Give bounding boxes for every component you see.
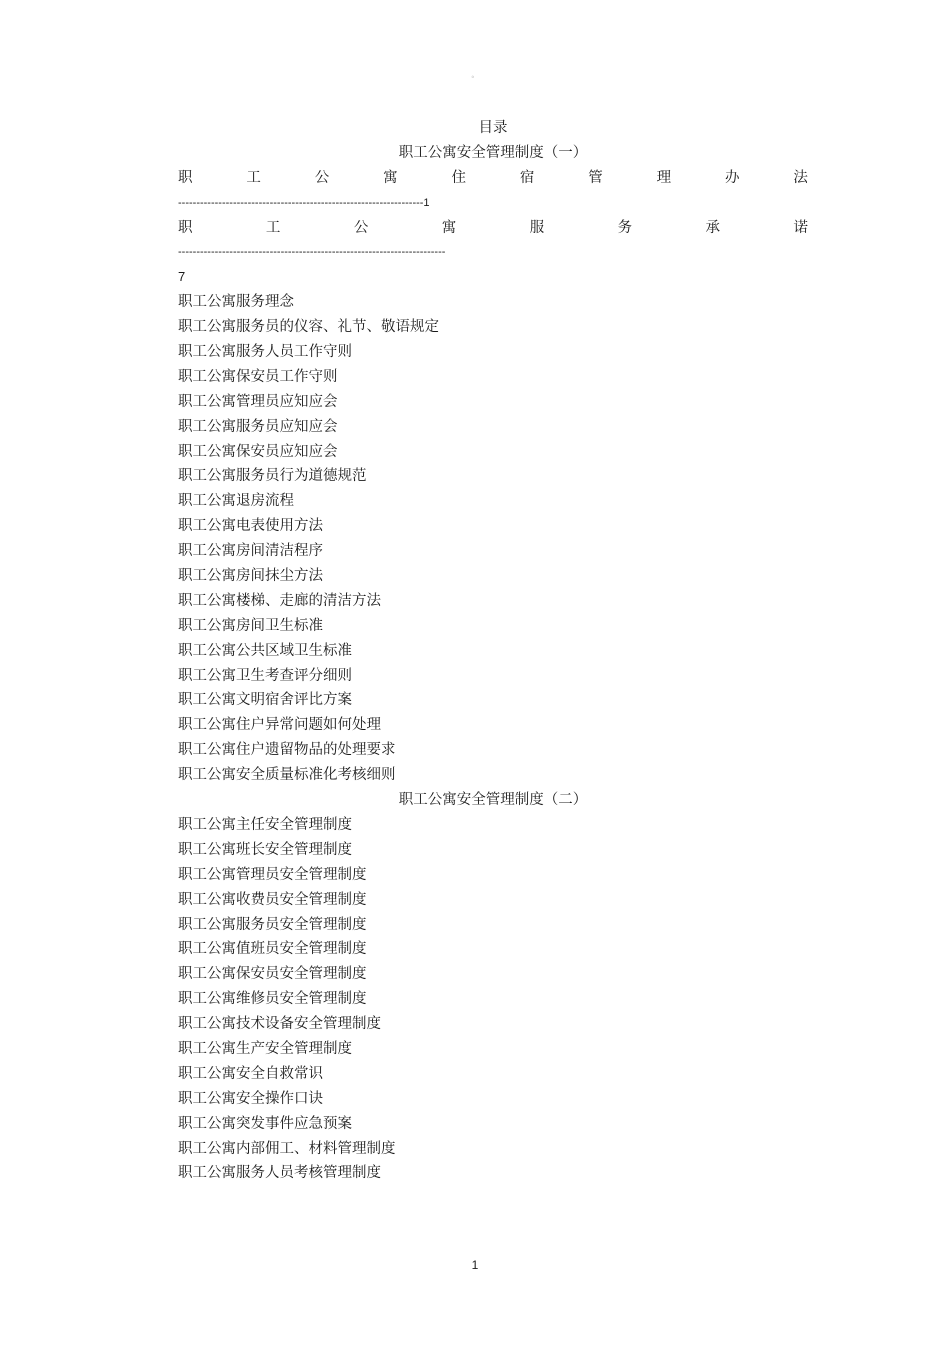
toc-item: 职工公寓内部佣工、材料管理制度: [178, 1140, 396, 1157]
table-of-contents: [178, 116, 808, 1186]
toc-leader-dots-2: -------------------------------------------------------------------------: [178, 246, 446, 259]
toc-item: 职工公寓住户异常问题如何处理: [178, 717, 381, 734]
page-number-footer: 1: [471, 1258, 479, 1272]
spread-char: 工: [246, 169, 261, 186]
spread-char: 职: [178, 219, 193, 236]
toc-item: 职工公寓房间抹尘方法: [178, 568, 323, 585]
toc-item: 职工公寓卫生考查评分细则: [178, 667, 352, 684]
toc-item: 职工公寓服务员安全管理制度: [178, 916, 367, 933]
toc-item: 职工公寓班长安全管理制度: [178, 841, 352, 858]
spread-char: 管: [588, 169, 603, 186]
toc-item: 职工公寓突发事件应急预案: [178, 1115, 352, 1132]
toc-item: 职工公寓服务员应知应会: [178, 418, 338, 435]
toc-item: 职工公寓生产安全管理制度: [178, 1040, 352, 1057]
spread-char: 宿: [519, 169, 535, 186]
header-mark: 。: [471, 71, 479, 79]
toc-entry-spread-2: [178, 216, 808, 241]
spread-char: 理: [656, 169, 672, 186]
spread-char: 办: [725, 169, 740, 186]
spread-char: 公: [353, 219, 369, 236]
toc-item: 职工公寓管理员安全管理制度: [178, 866, 367, 883]
toc-entry-spread-1: [178, 166, 808, 191]
toc-item: 职工公寓值班员安全管理制度: [178, 941, 367, 958]
toc-page-number: 7: [178, 269, 186, 285]
toc-item: 职工公寓文明宿舍评比方案: [178, 692, 352, 709]
spread-char: 诺: [793, 219, 808, 236]
toc-item: 职工公寓房间卫生标准: [178, 617, 323, 634]
toc-item: 职工公寓保安员工作守则: [178, 368, 338, 385]
spread-char: 住: [451, 169, 466, 186]
spread-char: 寓: [441, 219, 457, 236]
toc-item: 职工公寓保安员应知应会: [178, 443, 338, 460]
toc-item: 职工公寓安全自救常识: [178, 1065, 323, 1082]
toc-item: 职工公寓服务员的仪容、礼节、敬语规定: [178, 319, 439, 336]
toc-item: 职工公寓安全操作口诀: [178, 1090, 323, 1107]
toc-item: 职工公寓保安员安全管理制度: [178, 966, 367, 983]
toc-title: 目录: [478, 120, 508, 136]
spread-char: 职: [178, 169, 193, 186]
spread-char: 法: [793, 169, 808, 186]
toc-item: 职工公寓安全质量标准化考核细则: [178, 767, 396, 784]
toc-item: 职工公寓维修员安全管理制度: [178, 991, 367, 1008]
toc-item: 职工公寓服务员行为道德规范: [178, 468, 367, 485]
toc-item: 职工公寓管理员应知应会: [178, 393, 338, 410]
toc-item: 职工公寓主任安全管理制度: [178, 816, 352, 833]
toc-item: 职工公寓公共区域卫生标准: [178, 642, 352, 659]
section1-title: 职工公寓安全管理制度（一）: [398, 144, 588, 161]
toc-leader-dots-1: -------------------------------------------------------------------1: [178, 196, 430, 209]
spread-char: 承: [705, 219, 721, 236]
section1-list: [178, 290, 808, 788]
section2-title: 职工公寓安全管理制度（二）: [398, 792, 588, 809]
toc-item: 职工公寓楼梯、走廊的清洁方法: [178, 592, 381, 609]
toc-item: 职工公寓电表使用方法: [178, 518, 323, 535]
spread-char: 工: [265, 219, 281, 236]
section2-list: [178, 813, 808, 1186]
toc-item: 职工公寓退房流程: [178, 493, 294, 510]
toc-item: 职工公寓服务理念: [178, 294, 294, 311]
spread-char: 务: [617, 219, 633, 236]
spread-char: 服: [529, 219, 545, 236]
toc-item: 职工公寓房间清洁程序: [178, 543, 323, 560]
toc-item: 职工公寓服务人员考核管理制度: [178, 1165, 381, 1182]
toc-item: 职工公寓技术设备安全管理制度: [178, 1016, 381, 1033]
spread-char: 公: [314, 169, 330, 186]
toc-item: 职工公寓收费员安全管理制度: [178, 891, 367, 908]
toc-item: 职工公寓服务人员工作守则: [178, 344, 352, 361]
toc-item: 职工公寓住户遗留物品的处理要求: [178, 742, 396, 759]
spread-char: 寓: [383, 169, 398, 186]
